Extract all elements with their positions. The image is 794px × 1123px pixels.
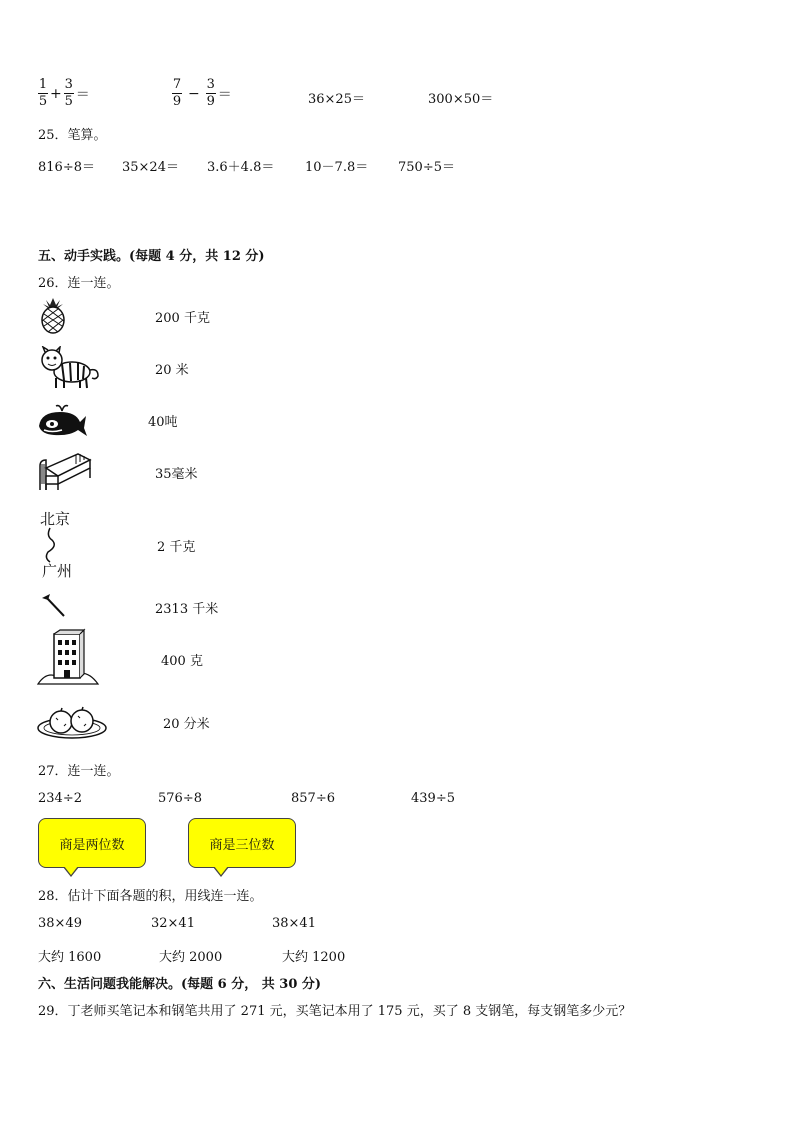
- q28-estimate-3: 大约 1200: [282, 950, 346, 965]
- q24-item3: 36×25＝: [308, 92, 365, 107]
- q25-item-5: 750÷5＝: [398, 160, 455, 175]
- callout-three-digit-label: 商是三位数: [209, 837, 275, 853]
- q25-item-4: 10－7.8＝: [305, 160, 369, 175]
- callout-two-digit-label: 商是两位数: [59, 837, 125, 853]
- q28-expr-3: 38×41: [272, 916, 316, 931]
- equals-sign: ＝: [217, 86, 232, 103]
- measure-20dm: 20 分米: [163, 717, 210, 732]
- route-line: [38, 526, 84, 564]
- q27-expr-4: 439÷5: [411, 791, 455, 806]
- measure-40t: 40吨: [148, 415, 178, 430]
- beijing-guangzhou-map: [38, 508, 84, 580]
- building-image: [36, 628, 100, 686]
- section5-title: 五、动手实践。(每题 4 分，共 12 分): [38, 249, 265, 264]
- q25-item-3: 3.6＋4.8＝: [207, 160, 275, 175]
- q28-expr-2: 32×41: [151, 916, 195, 931]
- tiger-image: [36, 346, 102, 390]
- fraction-1-5: $\frac{1}{5}$: [38, 77, 48, 109]
- equals-sign: ＝: [75, 86, 90, 103]
- q25-item-1: 816÷8＝: [38, 160, 95, 175]
- nail-image: [40, 592, 68, 620]
- pineapple-image: [36, 296, 70, 334]
- q24-subtraction: [172, 78, 234, 109]
- section6-title: 六、生活问题我能解决。(每题 6 分， 共 30 分): [38, 977, 322, 992]
- whale-image: [36, 402, 88, 438]
- measure-2313km: 2313 千米: [155, 602, 219, 617]
- q27-expr-3: 857÷6: [291, 791, 335, 806]
- q28-estimate-1: 大约 1600: [38, 950, 102, 965]
- q28-estimate-2: 大约 2000: [159, 950, 223, 965]
- measure-35mm: 35毫米: [155, 467, 198, 482]
- q24-row: [38, 78, 92, 109]
- callout-three-digit-quotient: [188, 818, 296, 868]
- callout-two-digit-quotient: [38, 818, 146, 868]
- q29-text: 29．丁老师买笔记本和钢笔共用了 271 元，买笔记本用了 175 元，买了 8 支钢笔，每支钢笔多少元？: [38, 1004, 632, 1019]
- fraction-7-9: $\frac{7}{9}$: [172, 77, 182, 109]
- q28-expr-1: 38×49: [38, 916, 82, 931]
- q28-title: 28．估计下面各题的积，用线连一连。: [38, 889, 263, 904]
- plus-sign: +: [50, 85, 62, 102]
- q27-expr-1: 234÷2: [38, 791, 82, 806]
- minus-sign: −: [188, 85, 200, 102]
- map-label-guangzhou: 广州: [42, 562, 73, 580]
- q24-item4: 300×50＝: [428, 92, 494, 107]
- q26-title: 26．连一连。: [38, 276, 120, 291]
- measure-200kg: 200 千克: [155, 311, 210, 326]
- orange-plate-image: [36, 702, 108, 740]
- fraction-3-5: $\frac{3}{5}$: [64, 77, 73, 109]
- measure-20m: 20 米: [155, 363, 189, 378]
- fraction-3-9: $\frac{3}{9}$: [206, 77, 215, 109]
- map-label-beijing: 北京: [40, 510, 71, 528]
- q27-expr-2: 576÷8: [158, 791, 202, 806]
- measure-2kg: 2 千克: [157, 540, 196, 555]
- bed-image: [36, 450, 92, 492]
- measure-400g: 400 克: [161, 654, 203, 669]
- q25-title: 25．笔算。: [38, 128, 107, 143]
- q27-title: 27．连一连。: [38, 764, 120, 779]
- q25-item-2: 35×24＝: [122, 160, 179, 175]
